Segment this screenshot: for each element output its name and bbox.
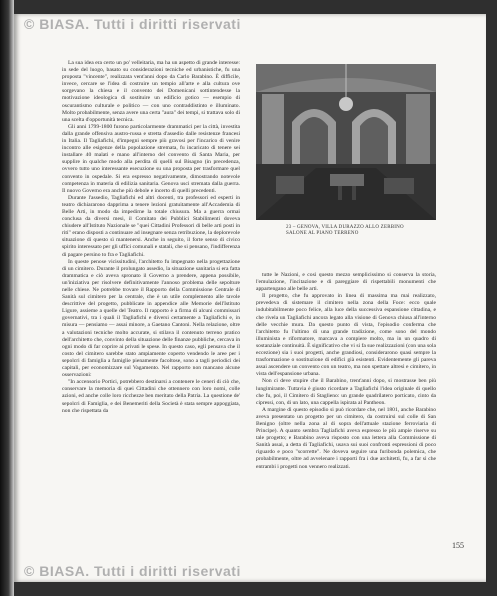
paragraph: In queste penose vicissitudini, l'architetto fu impegnato nella progettazione di un cimitero. Durante il prolungato assedio, la situazione sanitaria si era fatta drammatica e ciò aveva spronato il Governo a prendere, appena possibile, un'iniziativa per risolvere definitivamente l'annoso problema delle sepolture nelle chiese. Ne potrebbe trovare il Rapporto della Commissione Centrale di Sanità sul cimitero per la centrale, che è un utile complemento alle tavole descrittive del progetto, pubblicate in appendice alle Memorie dell'Istituto Ligure, assieme a quelle del Teatro. Il rapporto è a firma di alcuni commissari governativi, tra i quali il Tagliafichi e diversi certamente a Tagliafichi e, in misura — pensiamo — assai minore, a Gaetano Cantoni. Nella relazione, oltre a valutazioni tecniche molto accurate, si stilava il contenuto terreno pratico dell'architetto che, convinto della situazione delle finanze pubbliche, cercava in ogni modo di far coprire ai privati le spese. In questo caso, egli pensava che il costo del cimitero sarebbe stato ampiamente coperto vendendo le aree per i sepolcri di famiglia a famiglie pienamente facoltose, sono a tagli periodici dei capitali, per economizzare sul Vagamento. Nel rapporto non mancano alcune osservazioni:	[62, 258, 240, 379]
watermark-top: © BIASA. Tutti i diritti riservati	[24, 16, 241, 32]
paragraph: tutte le Nazioni, e così questo mezzo semplicissimo si conserva la storia, l'emulazione, l'incitazione e di pareggiare di rispettabili monumenti che appartengano alle belle arti.	[256, 272, 436, 293]
right-text-column	[256, 272, 436, 554]
paragraph: "In accensorio Portici, potrebbero destinarsi a contenere le ceneri di ciò che, conservare la memoria di quei Cittadini che ottennero con loro nomi, colle azioni, ed anche colle loro ricchezze ben meritato della Patria. La questione de' sepolcri di Famiglia, e dei Benemeriti della Società è stata sempre appoggiata, non che rispettata da	[62, 379, 240, 414]
villa-durazzo-salon-photo	[256, 64, 436, 220]
paragraph: Durante l'assedio, Tagliafichi ed altri docenti, tra professori ed esperti in teatro dichiararono dapprima a tenere lezioni gratuitamente all'Accademia di Belle Arti, in modo da impedirne la totale chiusura. Ma a guerra ormai conclusa da diversi mesi, il Comitato dei Pubblici Stabilimenti doveva chiudere all'Istituto Nazionale se "quei Cittadini Professori di belle arti posti in riti" erano disposti a continuare ad insegnare senza retribuzione, la deplorevole situazione di questo sì mantenersi. Anche in seguito, il forte senso di civico spirito interessato per gli uffici comunali e statali, che si pensano, l'indifferenza di pagare persino to fra e Tagliafichi.	[62, 194, 240, 258]
paragraph: Il progetto, che fu approvato in linea di massima ma mai realizzato, prevedeva di sistemare il cimitero nella zona della Foce: ecco quale indubitabilmente poco felice, alla luce della successiva espansione cittadina, e che rivela un Tagliafichi ancora legato alla visione di Genova chiusa all'interno delle vecchie mura. Da questo punto di vista, l'episodio conferma che l'architetto fu l'ultimo di una grande tradizione, come sono del mondo illuminista e riformatore, marcava a compiere molto, ma in un quadro di sostanziale continuità. È significativo che vi si fa sue realizzazioni (con una sola eccezione) sia i suoi progetti, anche grandiosi, considerarono quasi sempre la trasformazione o sostituzione di edifici già esistenti. Evidentemente gli pareva assai ascendere un convento con un teatro, ma non spettare altresì e cimitero, in vista dell'espansione urbana.	[256, 293, 436, 378]
paragraph: Gli anni 1799-1800 furono particolarmente drammatici per la città, investita dalla grande offensiva austro-russa e stretta d'assedio dalle resistenze francesi in Italia. Il Tagliafichi, d'impegni sempre più gravosi per l'incarico di venire incontro alle esigenze della popolazione stremata, fu incaricato di tenere sei installare 40 malati e mano all'interno del convento di Santa Maria, per supplire in qualche modo alla perdita di quelli sul Bisagno (in precedenza, ovvero tutto uno interessante esecuzione su una proposta per trasformare quel convento in ospedale. Si era espresso negativamente, dimostrando notevole competenza in materia di edilizia sanitaria. Genova usci stremata dalla guerra. Il nuovo Governo era anche più debole e incerto di quelli precedenti.	[62, 123, 240, 194]
book-page	[14, 14, 486, 582]
paragraph: La sua idea era certo un po' velleitaria, ma ha un aspetto di grande interesse: in sede del luogo, basato su considerazioni tecniche ed urbanistiche, fu una proposta "vincente", realizzata vent'anni dopo da Carlo Barabino. È difficile, invece, cercare se l'idea di costruire un tempio all'arte e alla cultura ove sorgevano la chiesa e il convento dei Domenicani sottintendesse la motivazione ideologica di sostituire un edificio gotico — esempio di oscurantismo culturale e politico — con uno contraddistinto e illuminato. Molto probabilmente, senza avere una certa "aura" dei tempi, si trattava solo di una scelta d'opportunità tecnica.	[62, 60, 240, 123]
left-text-column	[62, 60, 240, 554]
watermark-bottom: © BIASA. Tutti i diritti riservati	[24, 563, 241, 579]
paragraph: A margine di questo episodio si può ricordare che, nel 1801, anche Barabino aveva presentato un progetto per un cimitero, da costruirsi sul colle di San Benigno (oltre nella zona al di sopra dell'attuale stazione ferroviaria di Principe). A quanto sembra Tagliafichi aveva espresso le più ampie riserve su tale progetto; e Barabino aveva risposto con una lettera alla Commissione di Sanità assai, a detta di Tagliafichi, usava sui suoi confronti espressioni di poco riguardo e poco "scorrette". Ne doveva seguire una furibonda polemica, che probabilmente, oltre ad avvelenare i rapporti fra i due architetti, fu, a far sì che entrambi i progetti non vennero realizzati.	[256, 406, 436, 470]
photo-caption: 23 – GENOVA, VILLA DURAZZO ALLO ZERBINO SALONE AL PIANO TERRENO	[286, 225, 404, 237]
paragraph: Non ci deve stupire che il Barabino, trent'anni dopo, si mostrasse ben più lungimirante. Tuttavia è giusto ricordare a Tagliafichi l'idea originale di quello che fu, poi, il Cimitero di Staglieno: un grande quadrilatero porticato, cinto da cipressi, con, di un lato, una cappella ispirata al Pantheon.	[256, 378, 436, 406]
book-spine	[0, 0, 14, 596]
page-number: 155	[452, 541, 464, 550]
